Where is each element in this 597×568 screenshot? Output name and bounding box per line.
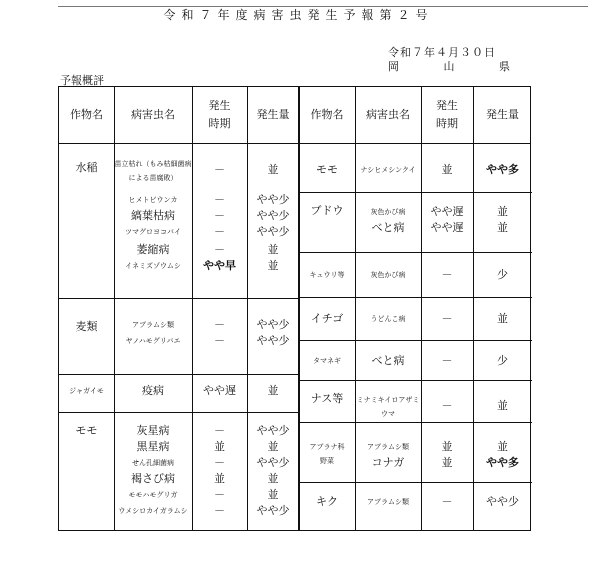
amount-value: 並 [267,472,279,485]
amount-value: 並 [497,221,508,234]
column-header: 病害虫名 [131,108,175,121]
timing-value: － [214,424,225,437]
timing-value: － [441,354,453,367]
pest-name: 灰星病 [136,424,170,437]
column-header: 発生量 [486,108,519,121]
amount-value: やや少 [256,225,290,238]
pest-name: アブラムシ類 [132,321,174,329]
pest-name: うどんこ病 [370,315,406,323]
amount-value: 並 [497,312,508,325]
issuer-char: 県 [499,60,510,73]
pest-name: ミナミキイロアザミ ウマ [356,396,420,418]
amount-value: 並 [497,205,508,218]
crop-name: ブドウ [310,204,344,217]
timing-value: 並 [214,472,225,485]
amount-value: やや少 [256,424,290,437]
pest-name: 灰色かび病 [370,208,406,216]
pest-name: ウメシロカイガラムシ [118,507,188,515]
amount-value: やや多 [486,163,519,176]
pest-name: 苗立枯れ（もみ枯細菌病 による苗腐敗） [114,160,192,182]
crop-name: キュウリ等 [309,271,345,279]
timing-value: やや遅 [203,384,236,397]
crop-name: 水稲 [75,161,98,174]
pest-name: せん孔細菌病 [132,459,174,467]
amount-value: 並 [497,399,508,412]
crop-name: キク [316,495,338,508]
pest-name: ナシヒメシンクイ [360,166,416,174]
crop-name: モモ [75,424,98,437]
pest-name: モモハモグリガ [128,491,178,499]
pest-name: 灰色かび病 [370,271,406,279]
amount-value: やや少 [256,334,290,347]
crop-name: イチゴ [310,312,344,325]
timing-value: 並 [214,440,225,453]
row-divider [299,380,532,381]
timing-value: やや早 [203,259,236,272]
timing-value: やや遅 [430,205,464,218]
pest-name: ヤノハモグリバエ [125,337,181,345]
pest-name: 縞葉枯病 [131,209,175,222]
timing-value: － [441,399,453,412]
crop-name: ジャガイモ [69,387,104,395]
crop-name: アブラナ科 野菜 [309,443,345,465]
timing-value: － [214,225,225,238]
row-divider [299,192,532,193]
timing-value: 並 [441,163,453,176]
amount-value: やや多 [486,456,519,469]
pest-name: 褐さび病 [131,472,175,485]
crop-name: モモ [316,163,338,176]
pest-name: べと病 [371,221,405,234]
row-divider [59,412,298,413]
timing-value: 並 [441,456,453,469]
pest-name: 疫病 [142,384,164,397]
pest-name: 萎縮病 [136,243,170,256]
pest-name: べと病 [371,354,405,367]
pest-name: イネミズゾウムシ [125,262,181,270]
amount-value: やや少 [256,209,290,222]
timing-value: － [214,209,225,222]
amount-value: 並 [267,488,279,501]
amount-value: やや少 [256,318,290,331]
row-divider [299,252,532,253]
row-divider [59,298,298,299]
pest-name: ツマグロヨコバイ [125,228,181,236]
column-header: 発生 時期 [208,99,231,130]
timing-value: － [214,318,225,331]
column-header: 作物名 [310,108,344,121]
crop-name: タマネギ [313,357,341,365]
crop-name: 麦類 [75,320,98,333]
timing-value: － [214,163,225,176]
amount-value: 少 [497,268,508,281]
amount-value: やや少 [256,193,290,206]
timing-value: － [214,243,225,256]
row-divider [299,482,532,483]
column-header: 発生 時期 [436,99,458,130]
timing-value: － [214,193,225,206]
crop-name: ナス等 [310,392,344,405]
pest-name: コナガ [371,456,405,469]
timing-value: － [214,488,225,501]
column-header: 病害虫名 [366,108,410,121]
row-divider [299,422,532,423]
issuer-char: 山 [443,60,455,73]
row-divider [299,340,532,341]
column-header: 発生量 [256,108,290,121]
amount-value: やや少 [486,495,519,508]
amount-value: やや少 [256,456,290,469]
amount-value: 並 [497,440,508,453]
amount-value: 少 [497,354,508,367]
timing-value: － [441,312,453,325]
pest-name: ヒメトビウンカ [128,196,178,204]
timing-value: － [441,268,453,281]
timing-value: － [441,495,453,508]
section-heading: 予報概評 [60,74,104,87]
amount-value: やや少 [256,504,290,517]
report-title: 令和７年度病害虫発生予報第２号 [163,8,434,22]
amount-value: 並 [267,243,279,256]
amount-value: 並 [267,384,279,397]
amount-value: 並 [267,440,279,453]
timing-value: － [214,334,225,347]
column-header: 作物名 [70,108,103,121]
forecast-table [58,86,531,531]
amount-value: 並 [267,259,279,272]
timing-value: － [214,504,225,517]
pest-name: 黒星病 [136,440,170,453]
timing-value: － [214,456,225,469]
row-divider [299,297,532,298]
pest-name: アブラムシ類 [367,498,409,506]
report-date: 令和７年４月３０日 [388,46,496,59]
report-issuer [388,58,510,74]
timing-value: 並 [441,440,453,453]
pest-name: アブラムシ類 [367,443,409,451]
row-divider [59,374,298,375]
amount-value: 並 [267,163,279,176]
issuer-char: 岡 [388,60,399,73]
timing-value: やや遅 [430,221,464,234]
